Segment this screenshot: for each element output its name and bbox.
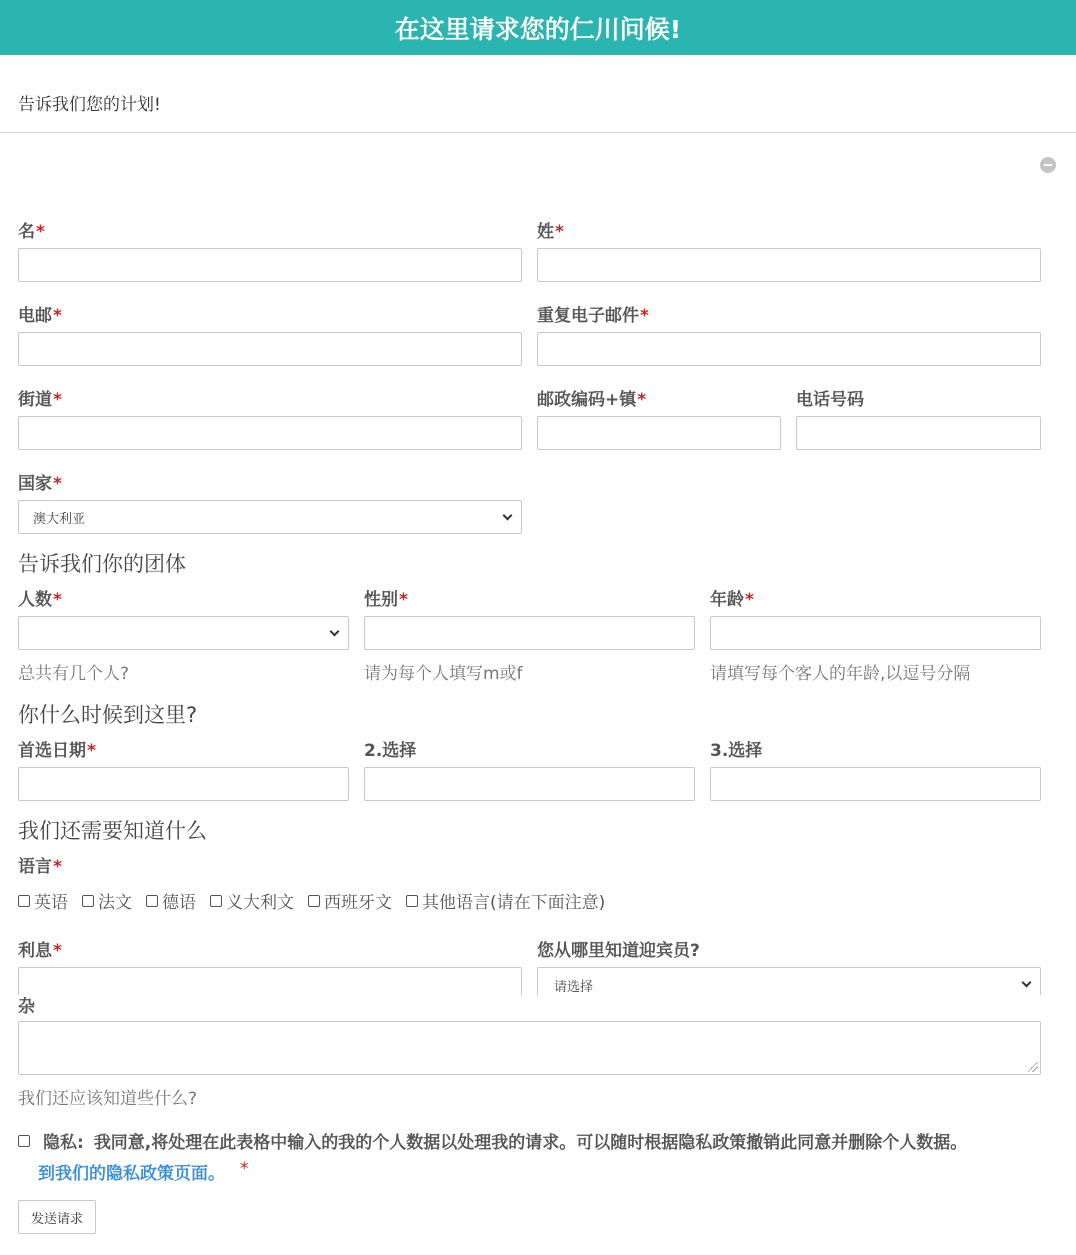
- intro-text: 告诉我们您的计划!: [18, 95, 161, 115]
- chevron-down-icon: [330, 626, 340, 636]
- age-input[interactable]: [710, 616, 1041, 650]
- email-repeat-input[interactable]: [537, 332, 1041, 366]
- language-label: 语言*: [18, 857, 62, 877]
- phone-input[interactable]: [796, 416, 1041, 450]
- phone-label: 电话号码: [796, 390, 864, 410]
- street-label: 街道*: [18, 390, 62, 410]
- country-select[interactable]: [18, 500, 522, 534]
- first-name-label: 名*: [18, 222, 45, 242]
- send-request-button[interactable]: 发送请求: [18, 1200, 96, 1234]
- interest-label: 利息*: [18, 941, 62, 961]
- divider: [0, 132, 1076, 133]
- source-select-value: 请选择: [554, 979, 594, 995]
- collapse-minus-icon[interactable]: [1040, 157, 1056, 173]
- language-option-english[interactable]: 英语: [18, 888, 68, 913]
- gender-input[interactable]: [364, 616, 695, 650]
- checkbox[interactable]: [146, 895, 158, 907]
- zip-city-input[interactable]: [537, 416, 781, 450]
- privacy-policy-link[interactable]: 到我们的隐私政策页面。: [38, 1164, 225, 1184]
- language-option-other[interactable]: 其他语言(请在下面注意): [406, 888, 605, 913]
- country-label: 国家*: [18, 474, 62, 494]
- date-section-title: 你什么时候到这里?: [18, 703, 198, 727]
- language-option-spanish[interactable]: 西班牙文: [308, 888, 392, 913]
- first-name-input[interactable]: [18, 248, 522, 282]
- privacy-text: 我同意,将处理在此表格中输入的我的个人数据以处理我的请求。可以随时根据隐私政策撤销此同意并删除个人数据。: [93, 1133, 968, 1153]
- email-repeat-label: 重复电子邮件*: [537, 306, 649, 326]
- misc-label: 杂: [18, 997, 35, 1017]
- people-label: 人数*: [18, 590, 62, 610]
- checkbox[interactable]: [210, 895, 222, 907]
- source-select[interactable]: [537, 967, 1041, 995]
- privacy-consent: [18, 1128, 967, 1153]
- privacy-label: 隐私:: [43, 1133, 84, 1153]
- preferred-date-label: 首选日期*: [18, 741, 96, 761]
- interest-input[interactable]: [18, 967, 522, 995]
- age-label: 年龄*: [710, 590, 754, 610]
- privacy-checkbox[interactable]: [18, 1135, 30, 1147]
- misc-hint: 我们还应该知道些什么?: [18, 1089, 198, 1109]
- language-option-french[interactable]: 法文: [82, 888, 132, 913]
- misc-textarea[interactable]: [18, 1021, 1041, 1075]
- source-field-clip: [537, 967, 1041, 995]
- second-choice-input[interactable]: [364, 767, 695, 801]
- checkbox[interactable]: [406, 895, 418, 907]
- privacy-required-mark: *: [240, 1159, 249, 1179]
- page-title: 在这里请求您的仁川问候!: [394, 14, 682, 44]
- source-label: 您从哪里知道迎宾员?: [537, 941, 700, 961]
- gender-label: 性别*: [364, 590, 408, 610]
- people-select[interactable]: [18, 616, 349, 650]
- last-name-label: 姓*: [537, 222, 564, 242]
- resize-grip-icon[interactable]: [1028, 1062, 1038, 1072]
- checkbox[interactable]: [308, 895, 320, 907]
- needs-section-title: 我们还需要知道什么: [18, 819, 207, 843]
- email-label: 电邮*: [18, 306, 62, 326]
- third-choice-input[interactable]: [710, 767, 1041, 801]
- language-option-italian[interactable]: 义大利文: [210, 888, 294, 913]
- checkbox[interactable]: [82, 895, 94, 907]
- language-option-german[interactable]: 德语: [146, 888, 196, 913]
- street-input[interactable]: [18, 416, 522, 450]
- country-select-value: 澳大利亚: [33, 511, 86, 527]
- checkbox[interactable]: [18, 895, 30, 907]
- language-options: [18, 888, 619, 913]
- group-section-title: 告诉我们你的团体: [18, 552, 186, 576]
- zip-city-label: 邮政编码+镇*: [537, 390, 647, 410]
- people-hint: 总共有几个人?: [18, 664, 130, 684]
- age-hint: 请填写每个客人的年龄,以逗号分隔: [710, 664, 971, 684]
- second-choice-label: 2.选择: [364, 741, 417, 761]
- page-banner: [0, 0, 1076, 55]
- gender-hint: 请为每个人填写m或f: [364, 664, 523, 684]
- last-name-input[interactable]: [537, 248, 1041, 282]
- email-input[interactable]: [18, 332, 522, 366]
- chevron-down-icon: [503, 510, 513, 520]
- interest-field-clip: [18, 967, 522, 995]
- chevron-down-icon: [1022, 977, 1032, 987]
- preferred-date-input[interactable]: [18, 767, 349, 801]
- third-choice-label: 3.选择: [710, 741, 763, 761]
